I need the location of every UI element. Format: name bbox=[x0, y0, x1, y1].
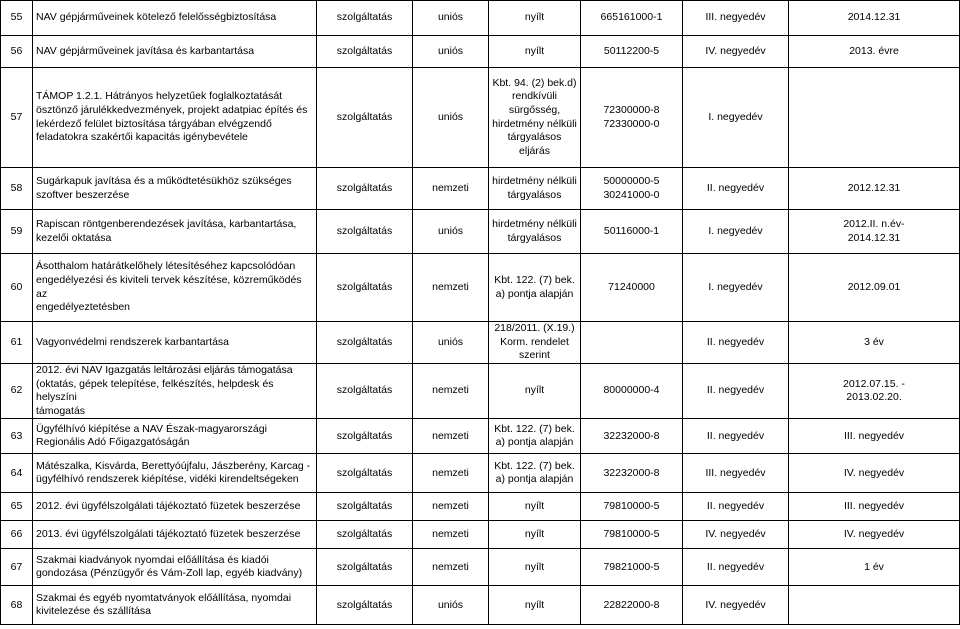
procurement-subject-line: támogatás bbox=[36, 404, 86, 417]
planned-period: II. negyedév bbox=[683, 322, 789, 364]
cpv-code bbox=[581, 363, 683, 419]
procurement-subject-line: Ügyfélhívó kiépítése a NAV Észak-magyarországi bbox=[36, 422, 267, 435]
procedure-type-line: tárgyalásos eljárás bbox=[507, 131, 562, 157]
procurement-subject-line: Szakmai és egyéb nyomtatványok előállítása, nyomdai bbox=[36, 591, 292, 604]
procedure-type-line: nyílt bbox=[524, 598, 545, 611]
procurement-subject-line: Ásotthalom határátkelőhely létesítéséhez kapcsolódóan bbox=[36, 260, 296, 273]
procurement-subject-line: (oktatás, gépek telepítése, felkészítés, helpdesk és helyszíni bbox=[36, 377, 274, 404]
procurement-subject-line: Rapiscan röntgenberendezések javítása, karbantartása, bbox=[36, 217, 297, 230]
cpv-code-line: 22822000-8 bbox=[603, 598, 660, 611]
contract-duration bbox=[789, 454, 960, 493]
cpv-code bbox=[581, 454, 683, 493]
contract-duration-line: IV. negyedév bbox=[843, 466, 905, 479]
cpv-code-line: 30241000-0 bbox=[603, 188, 660, 201]
cpv-code bbox=[581, 549, 683, 586]
procedure-type-line: nyílt bbox=[524, 528, 545, 541]
procurement-type: szolgáltatás bbox=[317, 419, 413, 454]
planned-period: I. negyedév bbox=[683, 254, 789, 322]
planned-period: II. negyedév bbox=[683, 419, 789, 454]
contract-duration-line: 2014.12.31 bbox=[847, 231, 901, 244]
row-number: 60 bbox=[1, 254, 33, 322]
procurement-subject bbox=[33, 493, 317, 521]
cpv-code-line: 32232000-8 bbox=[603, 429, 660, 442]
planned-period: IV. negyedév bbox=[683, 586, 789, 625]
procedure-type-line: tárgyalásos bbox=[507, 231, 562, 244]
procurement-subject-line: ügyfélhívó rendszerek kiépítése, vidéki kirendeltségeken bbox=[36, 473, 299, 486]
row-number: 64 bbox=[1, 454, 33, 493]
cpv-code-line: 50116000-1 bbox=[603, 224, 660, 237]
planned-period: III. negyedév bbox=[683, 454, 789, 493]
cpv-code bbox=[581, 210, 683, 254]
procurement-scope: nemzeti bbox=[413, 454, 489, 493]
procurement-subject-line: Vagyonvédelmi rendszerek karbantartása bbox=[36, 335, 229, 348]
procurement-subject-line: ösztönző járulékkedvezmények, projekt adatpiac építés és bbox=[36, 103, 308, 116]
procurement-type: szolgáltatás bbox=[317, 549, 413, 586]
row-number: 66 bbox=[1, 521, 33, 549]
contract-duration-line: 3 év bbox=[864, 335, 884, 348]
procedure-type-line: nyílt bbox=[524, 11, 545, 24]
procurement-scope: nemzeti bbox=[413, 549, 489, 586]
procurement-scope: uniós bbox=[413, 586, 489, 625]
table-row bbox=[1, 419, 960, 454]
procurement-subject bbox=[33, 521, 317, 549]
planned-period: II. negyedév bbox=[683, 168, 789, 210]
row-number: 57 bbox=[1, 68, 33, 168]
procedure-type-line: Korm. rendelet bbox=[500, 335, 569, 348]
row-number: 56 bbox=[1, 36, 33, 68]
procurement-subject-line: feladatokra szakértői kapacitás igénybevétele bbox=[36, 131, 248, 144]
table-row bbox=[1, 549, 960, 586]
procurement-subject bbox=[33, 68, 317, 168]
procurement-subject-line: engedélyeztetésben bbox=[36, 301, 130, 314]
procurement-subject bbox=[33, 586, 317, 625]
procedure-type-line: Kbt. 94. (2) bek.d) bbox=[492, 76, 577, 89]
cpv-code bbox=[581, 322, 683, 364]
procurement-subject bbox=[33, 168, 317, 210]
procurement-subject bbox=[33, 549, 317, 586]
procedure-type bbox=[489, 549, 581, 586]
planned-period: III. negyedév bbox=[683, 1, 789, 36]
procedure-type bbox=[489, 254, 581, 322]
procurement-scope: nemzeti bbox=[413, 254, 489, 322]
procedure-type-line: szerint bbox=[519, 349, 550, 362]
contract-duration-line: 2012.09.01 bbox=[847, 280, 901, 293]
procurement-subject-line: TÁMOP 1.2.1. Hátrányos helyzetűek foglalkoztatását bbox=[36, 90, 283, 103]
procedure-type bbox=[489, 68, 581, 168]
procedure-type-line: a) pontja alapján bbox=[495, 287, 574, 300]
cpv-code-line: 80000000-4 bbox=[603, 384, 660, 397]
procurement-subject-line: kezelői oktatása bbox=[36, 231, 112, 244]
procedure-type bbox=[489, 210, 581, 254]
planned-period: IV. negyedév bbox=[683, 36, 789, 68]
cpv-code-line: 72330000-0 bbox=[603, 117, 660, 130]
procedure-type-line: Kbt. 122. (7) bek. bbox=[494, 459, 575, 472]
table-row bbox=[1, 36, 960, 68]
procedure-type-line: sürgősség, bbox=[508, 103, 561, 116]
planned-period: II. negyedév bbox=[683, 549, 789, 586]
procurement-scope: uniós bbox=[413, 322, 489, 364]
procedure-type-line: hirdetmény nélküli bbox=[492, 174, 577, 187]
table-row bbox=[1, 168, 960, 210]
procurement-type: szolgáltatás bbox=[317, 322, 413, 364]
procurement-scope: uniós bbox=[413, 68, 489, 168]
contract-duration bbox=[789, 1, 960, 36]
table-row bbox=[1, 1, 960, 36]
procurement-type: szolgáltatás bbox=[317, 168, 413, 210]
cpv-code bbox=[581, 68, 683, 168]
contract-duration-line: 1 év bbox=[864, 560, 884, 573]
procedure-type-line: nyílt bbox=[524, 384, 545, 397]
procedure-type-line: nyílt bbox=[524, 560, 545, 573]
cpv-code-line: 32232000-8 bbox=[603, 466, 660, 479]
procurement-subject-line: engedélyezési és kiviteli tervek készítése, közreműködés az bbox=[36, 273, 302, 300]
table-row bbox=[1, 454, 960, 493]
cpv-code bbox=[581, 521, 683, 549]
table-body bbox=[1, 1, 960, 625]
procurement-type: szolgáltatás bbox=[317, 521, 413, 549]
procedure-type-line: hirdetmény nélküli bbox=[492, 117, 577, 130]
cpv-code-line: 71240000 bbox=[608, 280, 655, 293]
procedure-type bbox=[489, 36, 581, 68]
contract-duration-line: 2014.12.31 bbox=[847, 11, 901, 24]
contract-duration bbox=[789, 549, 960, 586]
procedure-type bbox=[489, 168, 581, 210]
planned-period: I. negyedév bbox=[683, 210, 789, 254]
cpv-code-line: 50112200-5 bbox=[603, 44, 660, 57]
procedure-type bbox=[489, 454, 581, 493]
row-number: 61 bbox=[1, 322, 33, 364]
procedure-type bbox=[489, 586, 581, 625]
table-row bbox=[1, 586, 960, 625]
procurement-subject bbox=[33, 36, 317, 68]
contract-duration-line: 2012.12.31 bbox=[847, 181, 901, 194]
procedure-type-line: Kbt. 122. (7) bek. bbox=[494, 273, 575, 286]
procedure-type-line: rendkívüli bbox=[512, 90, 557, 103]
procurement-type: szolgáltatás bbox=[317, 454, 413, 493]
procurement-scope: uniós bbox=[413, 36, 489, 68]
contract-duration bbox=[789, 586, 960, 625]
table-row bbox=[1, 493, 960, 521]
procurement-subject bbox=[33, 363, 317, 419]
table-row bbox=[1, 363, 960, 419]
procedure-type-line: Kbt. 122. (7) bek. bbox=[494, 422, 575, 435]
cpv-code bbox=[581, 168, 683, 210]
procedure-type-line: nyílt bbox=[524, 44, 545, 57]
contract-duration-line: IV. negyedév bbox=[843, 528, 905, 541]
procurement-subject bbox=[33, 254, 317, 322]
row-number: 63 bbox=[1, 419, 33, 454]
cpv-code-line: 79810000-5 bbox=[603, 500, 660, 513]
contract-duration bbox=[789, 68, 960, 168]
procedure-type-line: nyílt bbox=[524, 500, 545, 513]
procurement-type: szolgáltatás bbox=[317, 68, 413, 168]
procedure-type bbox=[489, 1, 581, 36]
procedure-type-line: 218/2011. (X.19.) bbox=[494, 322, 575, 334]
procurement-scope: nemzeti bbox=[413, 419, 489, 454]
contract-duration-line: 2013. évre bbox=[849, 44, 899, 57]
planned-period: II. negyedév bbox=[683, 363, 789, 419]
procurement-scope: nemzeti bbox=[413, 493, 489, 521]
procedure-type-line: a) pontja alapján bbox=[495, 436, 574, 449]
cpv-code-line: 50000000-5 bbox=[603, 174, 660, 187]
procurement-subject-line: szoftver beszerzése bbox=[36, 188, 130, 201]
procurement-subject-line: lekérdező felület biztosítása tárgyában elvégzendő bbox=[36, 117, 272, 130]
procurement-subject bbox=[33, 454, 317, 493]
procurement-subject-line: 2012. évi ügyfélszolgálati tájékoztató füzetek beszerzése bbox=[36, 500, 301, 513]
cpv-code-line: 79821000-5 bbox=[603, 560, 660, 573]
procurement-scope: uniós bbox=[413, 210, 489, 254]
procurement-type: szolgáltatás bbox=[317, 493, 413, 521]
row-number: 65 bbox=[1, 493, 33, 521]
procurement-subject bbox=[33, 419, 317, 454]
table-row bbox=[1, 254, 960, 322]
cpv-code-line: 665161000-1 bbox=[600, 11, 663, 24]
procurement-subject-line: kivitelezése és szállítása bbox=[36, 605, 151, 618]
table-row bbox=[1, 521, 960, 549]
procurement-type: szolgáltatás bbox=[317, 1, 413, 36]
procurement-subject bbox=[33, 210, 317, 254]
procurement-subject-line: gondozása (Pénzügyőr és Vám-Zoll lap, egyéb kiadvány) bbox=[36, 567, 303, 580]
procurement-subject-line: Szakmai kiadványok nyomdai előállítása és kiadói bbox=[36, 553, 269, 566]
planned-period: I. negyedév bbox=[683, 68, 789, 168]
procurement-subject-line: Sugárkapuk javítása és a működtetésükhöz szükséges bbox=[36, 174, 292, 187]
contract-duration bbox=[789, 322, 960, 364]
cpv-code bbox=[581, 586, 683, 625]
contract-duration-line: 2013.02.20. bbox=[846, 391, 902, 404]
table-row bbox=[1, 322, 960, 364]
procedure-type bbox=[489, 363, 581, 419]
procurement-scope: uniós bbox=[413, 1, 489, 36]
contract-duration bbox=[789, 254, 960, 322]
cpv-code bbox=[581, 493, 683, 521]
procurement-subject-line: NAV gépjárműveinek kötelező felelősségbiztosítása bbox=[36, 11, 277, 24]
procurement-subject bbox=[33, 1, 317, 36]
procurement-subject-line: NAV gépjárműveinek javítása és karbantartása bbox=[36, 44, 255, 57]
cpv-code bbox=[581, 254, 683, 322]
contract-duration bbox=[789, 168, 960, 210]
table-row bbox=[1, 210, 960, 254]
procedure-type-line: tárgyalásos bbox=[507, 188, 562, 201]
procedure-type-line: a) pontja alapján bbox=[495, 473, 574, 486]
planned-period: IV. negyedév bbox=[683, 521, 789, 549]
procurement-subject-line: 2013. évi ügyfélszolgálati tájékoztató füzetek beszerzése bbox=[36, 528, 301, 541]
procurement-type: szolgáltatás bbox=[317, 210, 413, 254]
procedure-type bbox=[489, 493, 581, 521]
procurement-scope: nemzeti bbox=[413, 521, 489, 549]
row-number: 55 bbox=[1, 1, 33, 36]
procurement-type: szolgáltatás bbox=[317, 36, 413, 68]
procurement-subject-line: 2012. évi NAV Igazgatás leltározási eljárás támogatása bbox=[36, 363, 293, 376]
procedure-type bbox=[489, 419, 581, 454]
procurement-type: szolgáltatás bbox=[317, 254, 413, 322]
contract-duration-line: 2012.07.15. - bbox=[843, 377, 905, 390]
contract-duration-line: 2012.II. n.év- bbox=[843, 217, 905, 230]
procurement-subject-line: Mátészalka, Kisvárda, Berettyóújfalu, Jászberény, Karcag - bbox=[36, 459, 311, 472]
procurement-subject-line: Regionális Adó Főigazgatóságán bbox=[36, 436, 190, 449]
contract-duration-line: III. negyedév bbox=[843, 429, 905, 442]
procedure-type bbox=[489, 521, 581, 549]
cpv-code bbox=[581, 36, 683, 68]
contract-duration bbox=[789, 521, 960, 549]
procurement-type: szolgáltatás bbox=[317, 586, 413, 625]
procurement-scope: nemzeti bbox=[413, 168, 489, 210]
row-number: 58 bbox=[1, 168, 33, 210]
row-number: 59 bbox=[1, 210, 33, 254]
cpv-code-line: 79810000-5 bbox=[603, 528, 660, 541]
procurement-scope: nemzeti bbox=[413, 363, 489, 419]
cpv-code-line: 72300000-8 bbox=[603, 103, 660, 116]
contract-duration bbox=[789, 210, 960, 254]
row-number: 68 bbox=[1, 586, 33, 625]
procedure-type-line: hirdetmény nélküli bbox=[492, 217, 577, 230]
cpv-code bbox=[581, 419, 683, 454]
row-number: 62 bbox=[1, 363, 33, 419]
procurement-subject bbox=[33, 322, 317, 364]
procurement-type: szolgáltatás bbox=[317, 363, 413, 419]
contract-duration bbox=[789, 363, 960, 419]
row-number: 67 bbox=[1, 549, 33, 586]
contract-duration bbox=[789, 493, 960, 521]
contract-duration-line: III. negyedév bbox=[843, 500, 905, 513]
contract-duration bbox=[789, 36, 960, 68]
procedure-type bbox=[489, 322, 581, 364]
table-row bbox=[1, 68, 960, 168]
planned-period: II. negyedév bbox=[683, 493, 789, 521]
cpv-code bbox=[581, 1, 683, 36]
contract-duration bbox=[789, 419, 960, 454]
